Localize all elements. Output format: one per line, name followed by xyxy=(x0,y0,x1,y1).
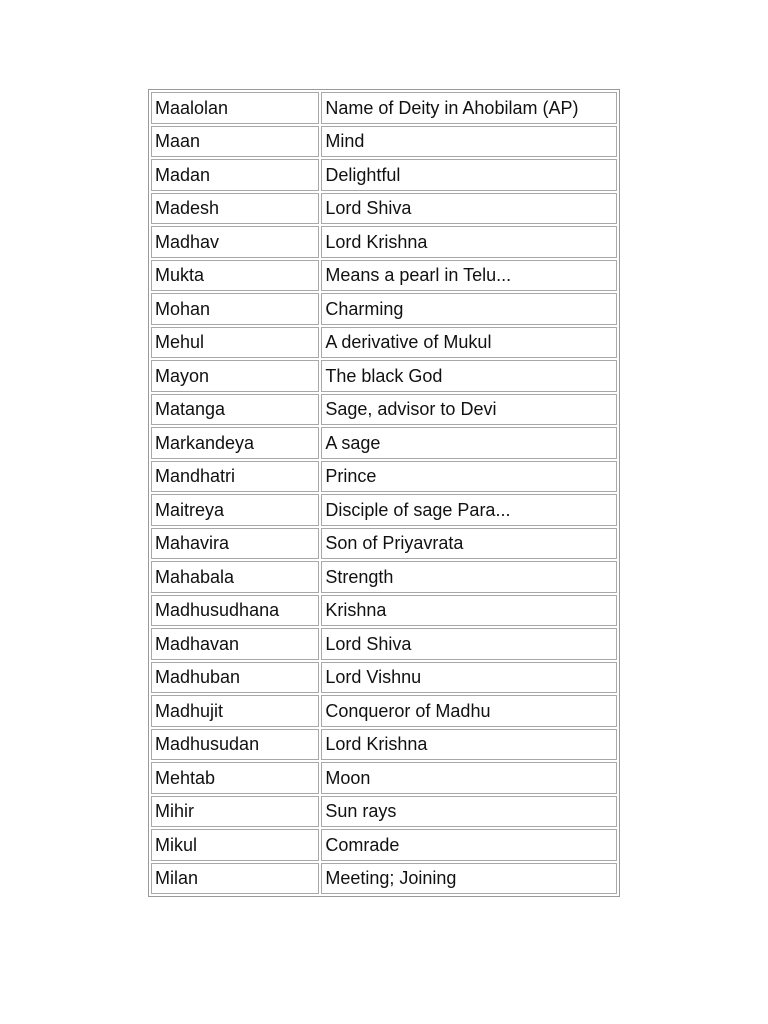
table-row xyxy=(151,561,617,593)
name-cell: Madan xyxy=(151,159,319,191)
name-cell: Madhuban xyxy=(151,662,319,694)
name-cell: Madhav xyxy=(151,226,319,258)
meaning-cell: Strength xyxy=(321,561,617,593)
name-cell: Madesh xyxy=(151,193,319,225)
meaning-cell: Lord Krishna xyxy=(321,226,617,258)
name-cell: Milan xyxy=(151,863,319,895)
names-table-body xyxy=(151,92,617,894)
table-row xyxy=(151,595,617,627)
table-row xyxy=(151,260,617,292)
table-row xyxy=(151,628,617,660)
meaning-cell: Lord Shiva xyxy=(321,193,617,225)
table-row xyxy=(151,494,617,526)
table-row xyxy=(151,662,617,694)
meaning-cell: Means a pearl in Telu... xyxy=(321,260,617,292)
table-row xyxy=(151,360,617,392)
name-cell: Maan xyxy=(151,126,319,158)
names-table xyxy=(148,89,620,897)
name-cell: Madhusudhana xyxy=(151,595,319,627)
table-row xyxy=(151,159,617,191)
name-cell: Mukta xyxy=(151,260,319,292)
meaning-cell: Lord Vishnu xyxy=(321,662,617,694)
table-row xyxy=(151,863,617,895)
meaning-cell: Comrade xyxy=(321,829,617,861)
table-row xyxy=(151,126,617,158)
table-row xyxy=(151,829,617,861)
meaning-cell: Sun rays xyxy=(321,796,617,828)
table-row xyxy=(151,528,617,560)
name-cell: Mayon xyxy=(151,360,319,392)
meaning-cell: Disciple of sage Para... xyxy=(321,494,617,526)
name-cell: Matanga xyxy=(151,394,319,426)
name-cell: Madhavan xyxy=(151,628,319,660)
meaning-cell: Lord Krishna xyxy=(321,729,617,761)
meaning-cell: Lord Shiva xyxy=(321,628,617,660)
meaning-cell: A derivative of Mukul xyxy=(321,327,617,359)
meaning-cell: The black God xyxy=(321,360,617,392)
meaning-cell: Charming xyxy=(321,293,617,325)
table-row xyxy=(151,193,617,225)
table-row xyxy=(151,729,617,761)
name-cell: Maalolan xyxy=(151,92,319,124)
name-cell: Mohan xyxy=(151,293,319,325)
meaning-cell: Krishna xyxy=(321,595,617,627)
meaning-cell: Delightful xyxy=(321,159,617,191)
table-row xyxy=(151,92,617,124)
table-row xyxy=(151,226,617,258)
name-cell: Mehtab xyxy=(151,762,319,794)
name-cell: Mahabala xyxy=(151,561,319,593)
table-row xyxy=(151,796,617,828)
name-cell: Mihir xyxy=(151,796,319,828)
table-row xyxy=(151,394,617,426)
name-cell: Markandeya xyxy=(151,427,319,459)
table-row xyxy=(151,695,617,727)
table-row xyxy=(151,762,617,794)
meaning-cell: Son of Priyavrata xyxy=(321,528,617,560)
table-row xyxy=(151,427,617,459)
name-cell: Madhujit xyxy=(151,695,319,727)
name-cell: Mehul xyxy=(151,327,319,359)
name-cell: Mandhatri xyxy=(151,461,319,493)
meaning-cell: Conqueror of Madhu xyxy=(321,695,617,727)
name-cell: Mahavira xyxy=(151,528,319,560)
meaning-cell: A sage xyxy=(321,427,617,459)
meaning-cell: Moon xyxy=(321,762,617,794)
meaning-cell: Prince xyxy=(321,461,617,493)
meaning-cell: Meeting; Joining xyxy=(321,863,617,895)
name-cell: Mikul xyxy=(151,829,319,861)
table-row xyxy=(151,293,617,325)
meaning-cell: Mind xyxy=(321,126,617,158)
meaning-cell: Name of Deity in Ahobilam (AP) xyxy=(321,92,617,124)
meaning-cell: Sage, advisor to Devi xyxy=(321,394,617,426)
name-cell: Madhusudan xyxy=(151,729,319,761)
table-row xyxy=(151,327,617,359)
table-row xyxy=(151,461,617,493)
name-cell: Maitreya xyxy=(151,494,319,526)
